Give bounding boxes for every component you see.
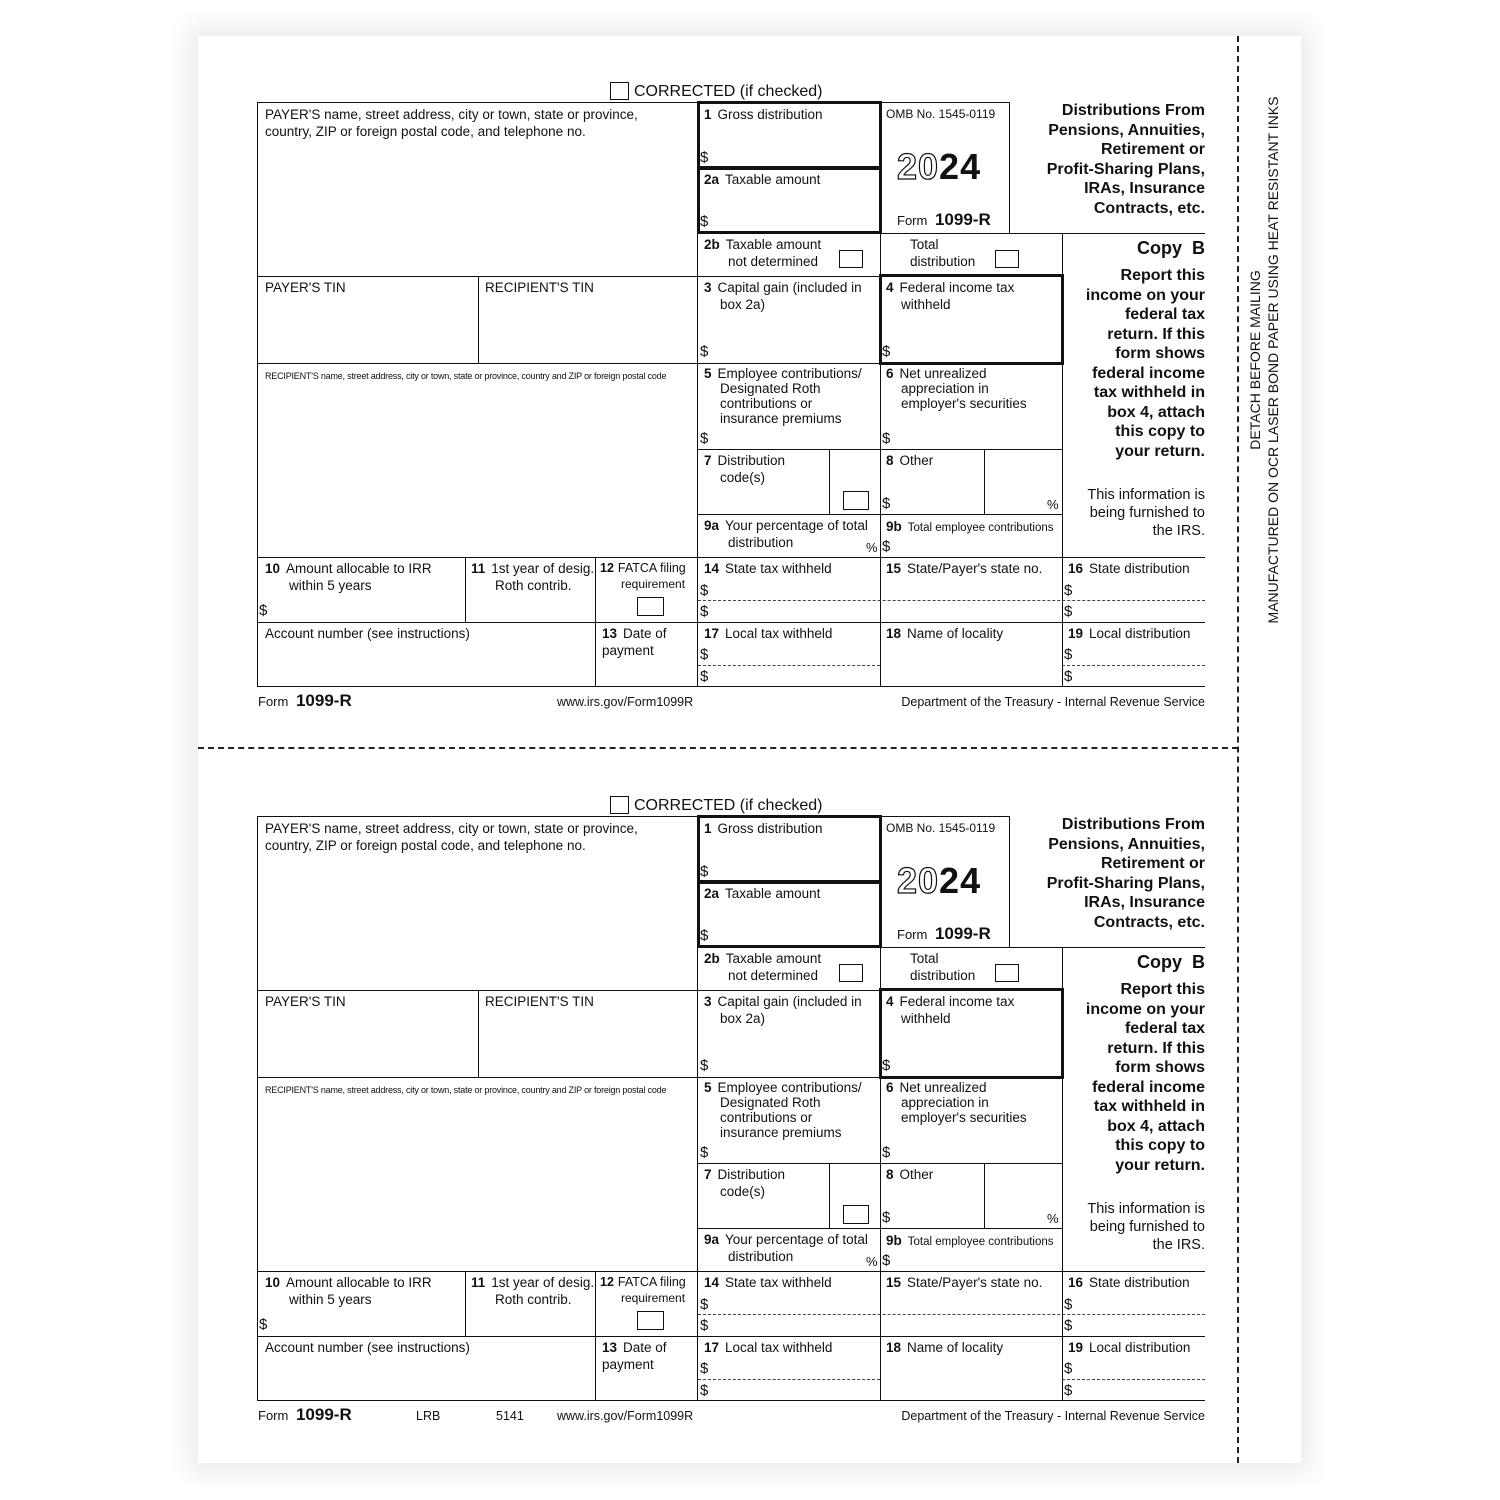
box-8-dollar: $: [882, 495, 891, 512]
box-6-label-2: appreciation in: [901, 381, 989, 396]
box-19-dollar-2: $: [1064, 1382, 1073, 1399]
box-1-dollar: $: [700, 149, 709, 166]
box-11-label-2: Roth contrib.: [495, 1292, 572, 1307]
account-number-label: Account number (see instructions): [265, 1340, 470, 1355]
box-14-dollar-2: $: [700, 603, 709, 620]
fatca-checkbox[interactable]: [637, 597, 664, 616]
box-2b-label-2: not determined: [728, 968, 819, 983]
box-5-field[interactable]: [712, 428, 876, 448]
box-1-field[interactable]: [712, 126, 876, 164]
box-9a-field[interactable]: [820, 1248, 864, 1270]
ira-sep-simple-checkbox[interactable]: [843, 491, 869, 510]
box-2a-label: 2a Taxable amount: [704, 172, 821, 187]
box-18-label: 18 Name of locality: [886, 1340, 1004, 1355]
box-5-label-3: contributions or: [720, 396, 813, 411]
recipient-tin-label: RECIPIENT'S TIN: [485, 994, 594, 1009]
dashed-divider: [698, 1379, 880, 1380]
box-15-field-2[interactable]: [884, 602, 1058, 621]
box-10-label-2: within 5 years: [289, 578, 372, 593]
box-6-label: 6 Net unrealized: [886, 1080, 987, 1095]
recipient-tin-field[interactable]: [479, 298, 697, 362]
payer-name-field[interactable]: [258, 142, 697, 275]
box-6-dollar: $: [882, 1144, 891, 1161]
box-6-dollar: $: [882, 430, 891, 447]
box-17-dollar-2: $: [700, 1382, 709, 1399]
box-16-dollar-2: $: [1064, 1317, 1073, 1334]
box-14-field-2[interactable]: [712, 1316, 876, 1335]
recipient-tin-field[interactable]: [479, 1012, 697, 1076]
box-5-label-3: contributions or: [720, 1110, 813, 1125]
payer-tin-label: PAYER'S TIN: [265, 280, 346, 295]
box-17-field-2[interactable]: [712, 667, 876, 685]
box-17-label: 17 Local tax withheld: [704, 1340, 833, 1355]
box-3-label-2: box 2a): [720, 1011, 766, 1026]
box-15-field-1[interactable]: [884, 580, 1058, 599]
box-1-label: 1 Gross distribution: [704, 821, 823, 836]
box-17-field-1[interactable]: [712, 645, 876, 664]
box-5-label-2: Designated Roth: [720, 1095, 821, 1110]
box-10-label: 10 Amount allocable to IRR: [265, 561, 432, 576]
box-10-dollar: $: [259, 1316, 268, 1333]
grid-line: [829, 1163, 830, 1228]
payer-tin-label: PAYER'S TIN: [265, 994, 346, 1009]
box-1-dollar: $: [700, 863, 709, 880]
form-id: Form 1099-R: [897, 924, 991, 943]
box-8-label: 8 Other: [886, 453, 934, 468]
grid-line: [698, 1163, 1062, 1164]
box-9b-field[interactable]: [894, 1248, 1056, 1270]
box-4-label-2: withheld: [901, 297, 951, 312]
box-8-percent: %: [1047, 1211, 1059, 1226]
box-5-label-4: insurance premiums: [720, 1125, 842, 1140]
grid-line: [257, 1400, 1205, 1401]
dashed-divider: [698, 665, 880, 666]
box-3-dollar: $: [700, 1057, 709, 1074]
box-7-label: 7 Distribution: [704, 453, 786, 468]
box-6-label-3: employer's securities: [901, 1110, 1027, 1125]
recipient-name-label: RECIPIENT'S name, street address, city or town, state or province, country and ZIP or foreign postal code: [265, 371, 667, 381]
grid-line: [984, 1163, 985, 1228]
side-notice-paper: MANUFACTURED ON OCR LASER BOND PAPER USING HEAT RESISTANT INKS: [1265, 96, 1281, 624]
box-17-field-2[interactable]: [712, 1381, 876, 1399]
box-16-field-1[interactable]: [1076, 580, 1204, 599]
box-16-field-1[interactable]: [1076, 1294, 1204, 1313]
box-2a-field[interactable]: [712, 904, 876, 942]
box-19-label: 19 Local distribution: [1068, 1340, 1191, 1355]
grid-line: [257, 1336, 1205, 1337]
box-2a-field[interactable]: [712, 190, 876, 228]
box-13-label: 13 Date of: [602, 626, 667, 641]
box-9a-percent: %: [866, 540, 878, 555]
box-15-label: 15 State/Payer's state no.: [886, 561, 1043, 576]
box-4-dollar: $: [882, 343, 891, 360]
box-17-dollar-1: $: [700, 1360, 709, 1377]
box-19-label: 19 Local distribution: [1068, 626, 1191, 641]
grid-line: [880, 102, 1010, 103]
box-19-field-1[interactable]: [1076, 1359, 1204, 1378]
ira-sep-simple-checkbox[interactable]: [843, 1205, 869, 1224]
dashed-divider: [698, 1314, 1205, 1315]
copy-instructions: Report this income on your federal tax return. If this form shows federal income tax withheld in box 4, attach this copy to your return.: [1085, 267, 1205, 460]
box-12-label-2: requirement: [621, 1291, 686, 1305]
grid-line: [698, 514, 1062, 515]
box-10-label: 10 Amount allocable to IRR: [265, 1275, 432, 1290]
dashed-divider: [1062, 665, 1205, 666]
grid-line: [698, 1228, 1062, 1229]
box-18-label: 18 Name of locality: [886, 626, 1004, 641]
grid-line: [984, 449, 985, 514]
irs-notice: This information is being furnished to the IRS.: [1087, 1201, 1205, 1253]
irs-notice: This information is being furnished to the IRS.: [1087, 487, 1205, 539]
box-8-percent: %: [1047, 497, 1059, 512]
box-8-percent-field[interactable]: [987, 1166, 1045, 1226]
box-9a-field[interactable]: [820, 534, 864, 556]
grid-line: [257, 816, 698, 817]
payer-tin-field[interactable]: [258, 298, 477, 362]
omb-number: OMB No. 1545-0119: [886, 821, 996, 835]
recipient-name-label: RECIPIENT'S name, street address, city or town, state or province, country and ZIP or foreign postal code: [265, 1085, 667, 1095]
total-distribution-label: Total: [910, 237, 939, 252]
box-3-label: 3 Capital gain (included in: [704, 280, 862, 295]
box-12-label: 12 FATCA filing: [600, 1275, 686, 1289]
box-15-field-2[interactable]: [884, 1316, 1058, 1335]
copy-label: Copy B: [1136, 952, 1205, 972]
box-6-field[interactable]: [894, 414, 1056, 448]
box-14-dollar-2: $: [700, 1317, 709, 1334]
box-5-field[interactable]: [712, 1142, 876, 1162]
box-15-field-1[interactable]: [884, 1294, 1058, 1313]
box-18-field[interactable]: [884, 645, 1058, 685]
payer-tin-field[interactable]: [258, 1012, 477, 1076]
form-copy-bottom: [0, 714, 1500, 1428]
box-9b-dollar: $: [882, 538, 891, 555]
box-12-label: 12 FATCA filing: [600, 561, 686, 575]
account-number-field[interactable]: [258, 644, 594, 685]
box-5-label: 5 Employee contributions/: [704, 366, 862, 381]
copy-instructions: Report this income on your federal tax return. If this form shows federal income tax withheld in box 4, attach this copy to your return.: [1085, 981, 1205, 1174]
grid-line: [1009, 102, 1010, 233]
box-11-label-2: Roth contrib.: [495, 578, 572, 593]
box-12-label-2: requirement: [621, 577, 686, 591]
payer-name-label-1: PAYER'S name, street address, city or town, state or province,: [265, 821, 638, 836]
box-14-field-1[interactable]: [712, 1294, 876, 1313]
box-16-field-2[interactable]: [1076, 602, 1204, 621]
box-2b-label: 2b Taxable amount: [704, 237, 822, 252]
total-distribution-checkbox[interactable]: [995, 964, 1019, 982]
box-6-field[interactable]: [894, 1128, 1056, 1162]
box-19-dollar-1: $: [1064, 1360, 1073, 1377]
box-9a-percent: %: [866, 1254, 878, 1269]
box-10-field[interactable]: [271, 1310, 461, 1334]
box-11-label: 11 1st year of desig.: [471, 561, 595, 576]
box-4-label: 4 Federal income tax: [886, 994, 1015, 1009]
box-9b-label: 9b Total employee contributions: [886, 1233, 1054, 1248]
grid-line: [829, 449, 830, 514]
box-19-dollar-2: $: [1064, 668, 1073, 685]
box-14-dollar-1: $: [700, 582, 709, 599]
footer-form-id: Form 1099-R: [258, 1405, 352, 1424]
box-19-dollar-1: $: [1064, 646, 1073, 663]
box-6-label: 6 Net unrealized: [886, 366, 987, 381]
grid-line: [257, 622, 1205, 623]
box-7-label: 7 Distribution: [704, 1167, 786, 1182]
box-8-percent-field[interactable]: [987, 452, 1045, 512]
footer-url: www.irs.gov/Form1099R: [557, 695, 694, 709]
box-19-field-2[interactable]: [1076, 1381, 1204, 1399]
side-notice-detach: DETACH BEFORE MAILING: [1247, 270, 1263, 450]
grid-line: [257, 557, 1205, 558]
footer-department: Department of the Treasury - Internal Revenue Service: [901, 1409, 1205, 1423]
box-16-field-2[interactable]: [1076, 1316, 1204, 1335]
box-14-field-1[interactable]: [712, 580, 876, 599]
box-15-label: 15 State/Payer's state no.: [886, 1275, 1043, 1290]
total-distribution-checkbox[interactable]: [995, 250, 1019, 268]
total-distribution-label: Total: [910, 951, 939, 966]
box-13-label-2: payment: [602, 1357, 654, 1372]
omb-number: OMB No. 1545-0119: [886, 107, 996, 121]
box-4-field[interactable]: [894, 1030, 1056, 1074]
box-7-field[interactable]: [700, 488, 826, 512]
box-16-dollar-1: $: [1064, 1296, 1073, 1313]
tax-year: 2024: [897, 860, 982, 901]
footer-lrb: LRB: [416, 1409, 441, 1423]
footer-code: 5141: [496, 1409, 524, 1423]
box-11-label: 11 1st year of desig.: [471, 1275, 595, 1290]
form-title: Distributions From Pensions, Annuities, Retirement or Profit-Sharing Plans, IRAs, Insurance Contracts, etc.: [1046, 102, 1205, 217]
box-16-dollar-2: $: [1064, 603, 1073, 620]
grid-line: [880, 816, 1010, 817]
box-10-label-2: within 5 years: [289, 1292, 372, 1307]
box-9a-label: 9a Your percentage of total: [704, 1232, 868, 1247]
footer-form-id: Form 1099-R: [258, 691, 352, 710]
box-5-dollar: $: [700, 1144, 709, 1161]
grid-line: [257, 686, 1205, 687]
box-6-label-2: appreciation in: [901, 1095, 989, 1110]
box-17-dollar-1: $: [700, 646, 709, 663]
box-13-field[interactable]: [598, 1376, 696, 1399]
box-3-label-2: box 2a): [720, 297, 766, 312]
box-1-label: 1 Gross distribution: [704, 107, 823, 122]
form-id: Form 1099-R: [897, 210, 991, 229]
corrected-label: CORRECTED (if checked): [634, 797, 823, 814]
box-9b-field[interactable]: [894, 534, 1056, 556]
box-8-field[interactable]: [894, 1186, 982, 1226]
box-14-field-2[interactable]: [712, 602, 876, 621]
box-16-label: 16 State distribution: [1068, 1275, 1190, 1290]
box-17-dollar-2: $: [700, 668, 709, 685]
box-4-label: 4 Federal income tax: [886, 280, 1015, 295]
box-7-label-2: code(s): [720, 470, 766, 485]
box-3-label: 3 Capital gain (included in: [704, 994, 862, 1009]
box-5-dollar: $: [700, 430, 709, 447]
box-1-field[interactable]: [712, 840, 876, 878]
box-3-field[interactable]: [712, 1030, 876, 1074]
box-10-field[interactable]: [271, 596, 461, 620]
grid-line: [257, 1271, 1205, 1272]
box-3-dollar: $: [700, 343, 709, 360]
grid-line: [698, 449, 1062, 450]
dashed-divider: [698, 600, 1205, 601]
box-7-field[interactable]: [700, 1202, 826, 1226]
box-2b-label-2: not determined: [728, 254, 819, 269]
corrected-checkbox[interactable]: [610, 82, 629, 100]
box-8-label: 8 Other: [886, 1167, 934, 1182]
box-16-dollar-1: $: [1064, 582, 1073, 599]
payer-name-label-2: country, ZIP or foreign postal code, and telephone no.: [265, 838, 586, 853]
grid-line: [257, 276, 880, 277]
box-13-label-2: payment: [602, 643, 654, 658]
corrected-label: CORRECTED (if checked): [634, 83, 823, 100]
box-2b-checkbox[interactable]: [839, 964, 863, 982]
box-5-label: 5 Employee contributions/: [704, 1080, 862, 1095]
box-2b-checkbox[interactable]: [839, 250, 863, 268]
grid-line: [257, 990, 880, 991]
box-13-field[interactable]: [598, 662, 696, 685]
box-2a-dollar: $: [700, 213, 709, 230]
dashed-divider: [1062, 1379, 1205, 1380]
box-9a-label-2: distribution: [728, 1249, 794, 1264]
box-10-dollar: $: [259, 602, 268, 619]
box-4-label-2: withheld: [901, 1011, 951, 1026]
box-13-label: 13 Date of: [602, 1340, 667, 1355]
footer-url: www.irs.gov/Form1099R: [557, 1409, 694, 1423]
box-4-field[interactable]: [894, 316, 1056, 360]
total-distribution-label-2: distribution: [910, 968, 976, 983]
box-14-label: 14 State tax withheld: [704, 561, 832, 576]
box-11-field[interactable]: [468, 1310, 592, 1334]
box-11-field[interactable]: [468, 596, 592, 620]
recipient-name-field[interactable]: [258, 1096, 697, 1270]
footer-department: Department of the Treasury - Internal Revenue Service: [901, 695, 1205, 709]
account-number-field[interactable]: [258, 1358, 594, 1399]
box-5-label-4: insurance premiums: [720, 411, 842, 426]
box-17-field-1[interactable]: [712, 1359, 876, 1378]
grid-line: [257, 102, 698, 103]
box-6-label-3: employer's securities: [901, 396, 1027, 411]
box-2a-dollar: $: [700, 927, 709, 944]
box-18-field[interactable]: [884, 1359, 1058, 1399]
recipient-tin-label: RECIPIENT'S TIN: [485, 280, 594, 295]
recipient-name-field[interactable]: [258, 382, 697, 556]
box-19-field-1[interactable]: [1076, 645, 1204, 664]
box-2a-label: 2a Taxable amount: [704, 886, 821, 901]
total-distribution-label-2: distribution: [910, 254, 976, 269]
fatca-checkbox[interactable]: [637, 1311, 664, 1330]
grid-line: [465, 557, 466, 622]
corrected-checkbox[interactable]: [610, 796, 629, 814]
payer-name-label-1: PAYER'S name, street address, city or town, state or province,: [265, 107, 638, 122]
payer-name-field[interactable]: [258, 856, 697, 989]
box-19-field-2[interactable]: [1076, 667, 1204, 685]
box-9a-label-2: distribution: [728, 535, 794, 550]
box-4-dollar: $: [882, 1057, 891, 1074]
tax-year: 2024: [897, 146, 982, 187]
grid-line: [465, 1271, 466, 1336]
box-8-field[interactable]: [894, 472, 982, 512]
grid-line: [1009, 816, 1010, 947]
account-number-label: Account number (see instructions): [265, 626, 470, 641]
box-14-dollar-1: $: [700, 1296, 709, 1313]
form-copy-top: [0, 0, 1500, 714]
box-9b-label: 9b Total employee contributions: [886, 519, 1054, 534]
box-3-field[interactable]: [712, 316, 876, 360]
box-9b-dollar: $: [882, 1252, 891, 1269]
form-title: Distributions From Pensions, Annuities, Retirement or Profit-Sharing Plans, IRAs, Insurance Contracts, etc.: [1046, 816, 1205, 931]
box-7-label-2: code(s): [720, 1184, 766, 1199]
box-9a-label: 9a Your percentage of total: [704, 518, 868, 533]
box-2b-label: 2b Taxable amount: [704, 951, 822, 966]
payer-name-label-2: country, ZIP or foreign postal code, and telephone no.: [265, 124, 586, 139]
box-16-label: 16 State distribution: [1068, 561, 1190, 576]
box-5-label-2: Designated Roth: [720, 381, 821, 396]
copy-label: Copy B: [1136, 238, 1205, 258]
box-8-dollar: $: [882, 1209, 891, 1226]
box-14-label: 14 State tax withheld: [704, 1275, 832, 1290]
box-17-label: 17 Local tax withheld: [704, 626, 833, 641]
